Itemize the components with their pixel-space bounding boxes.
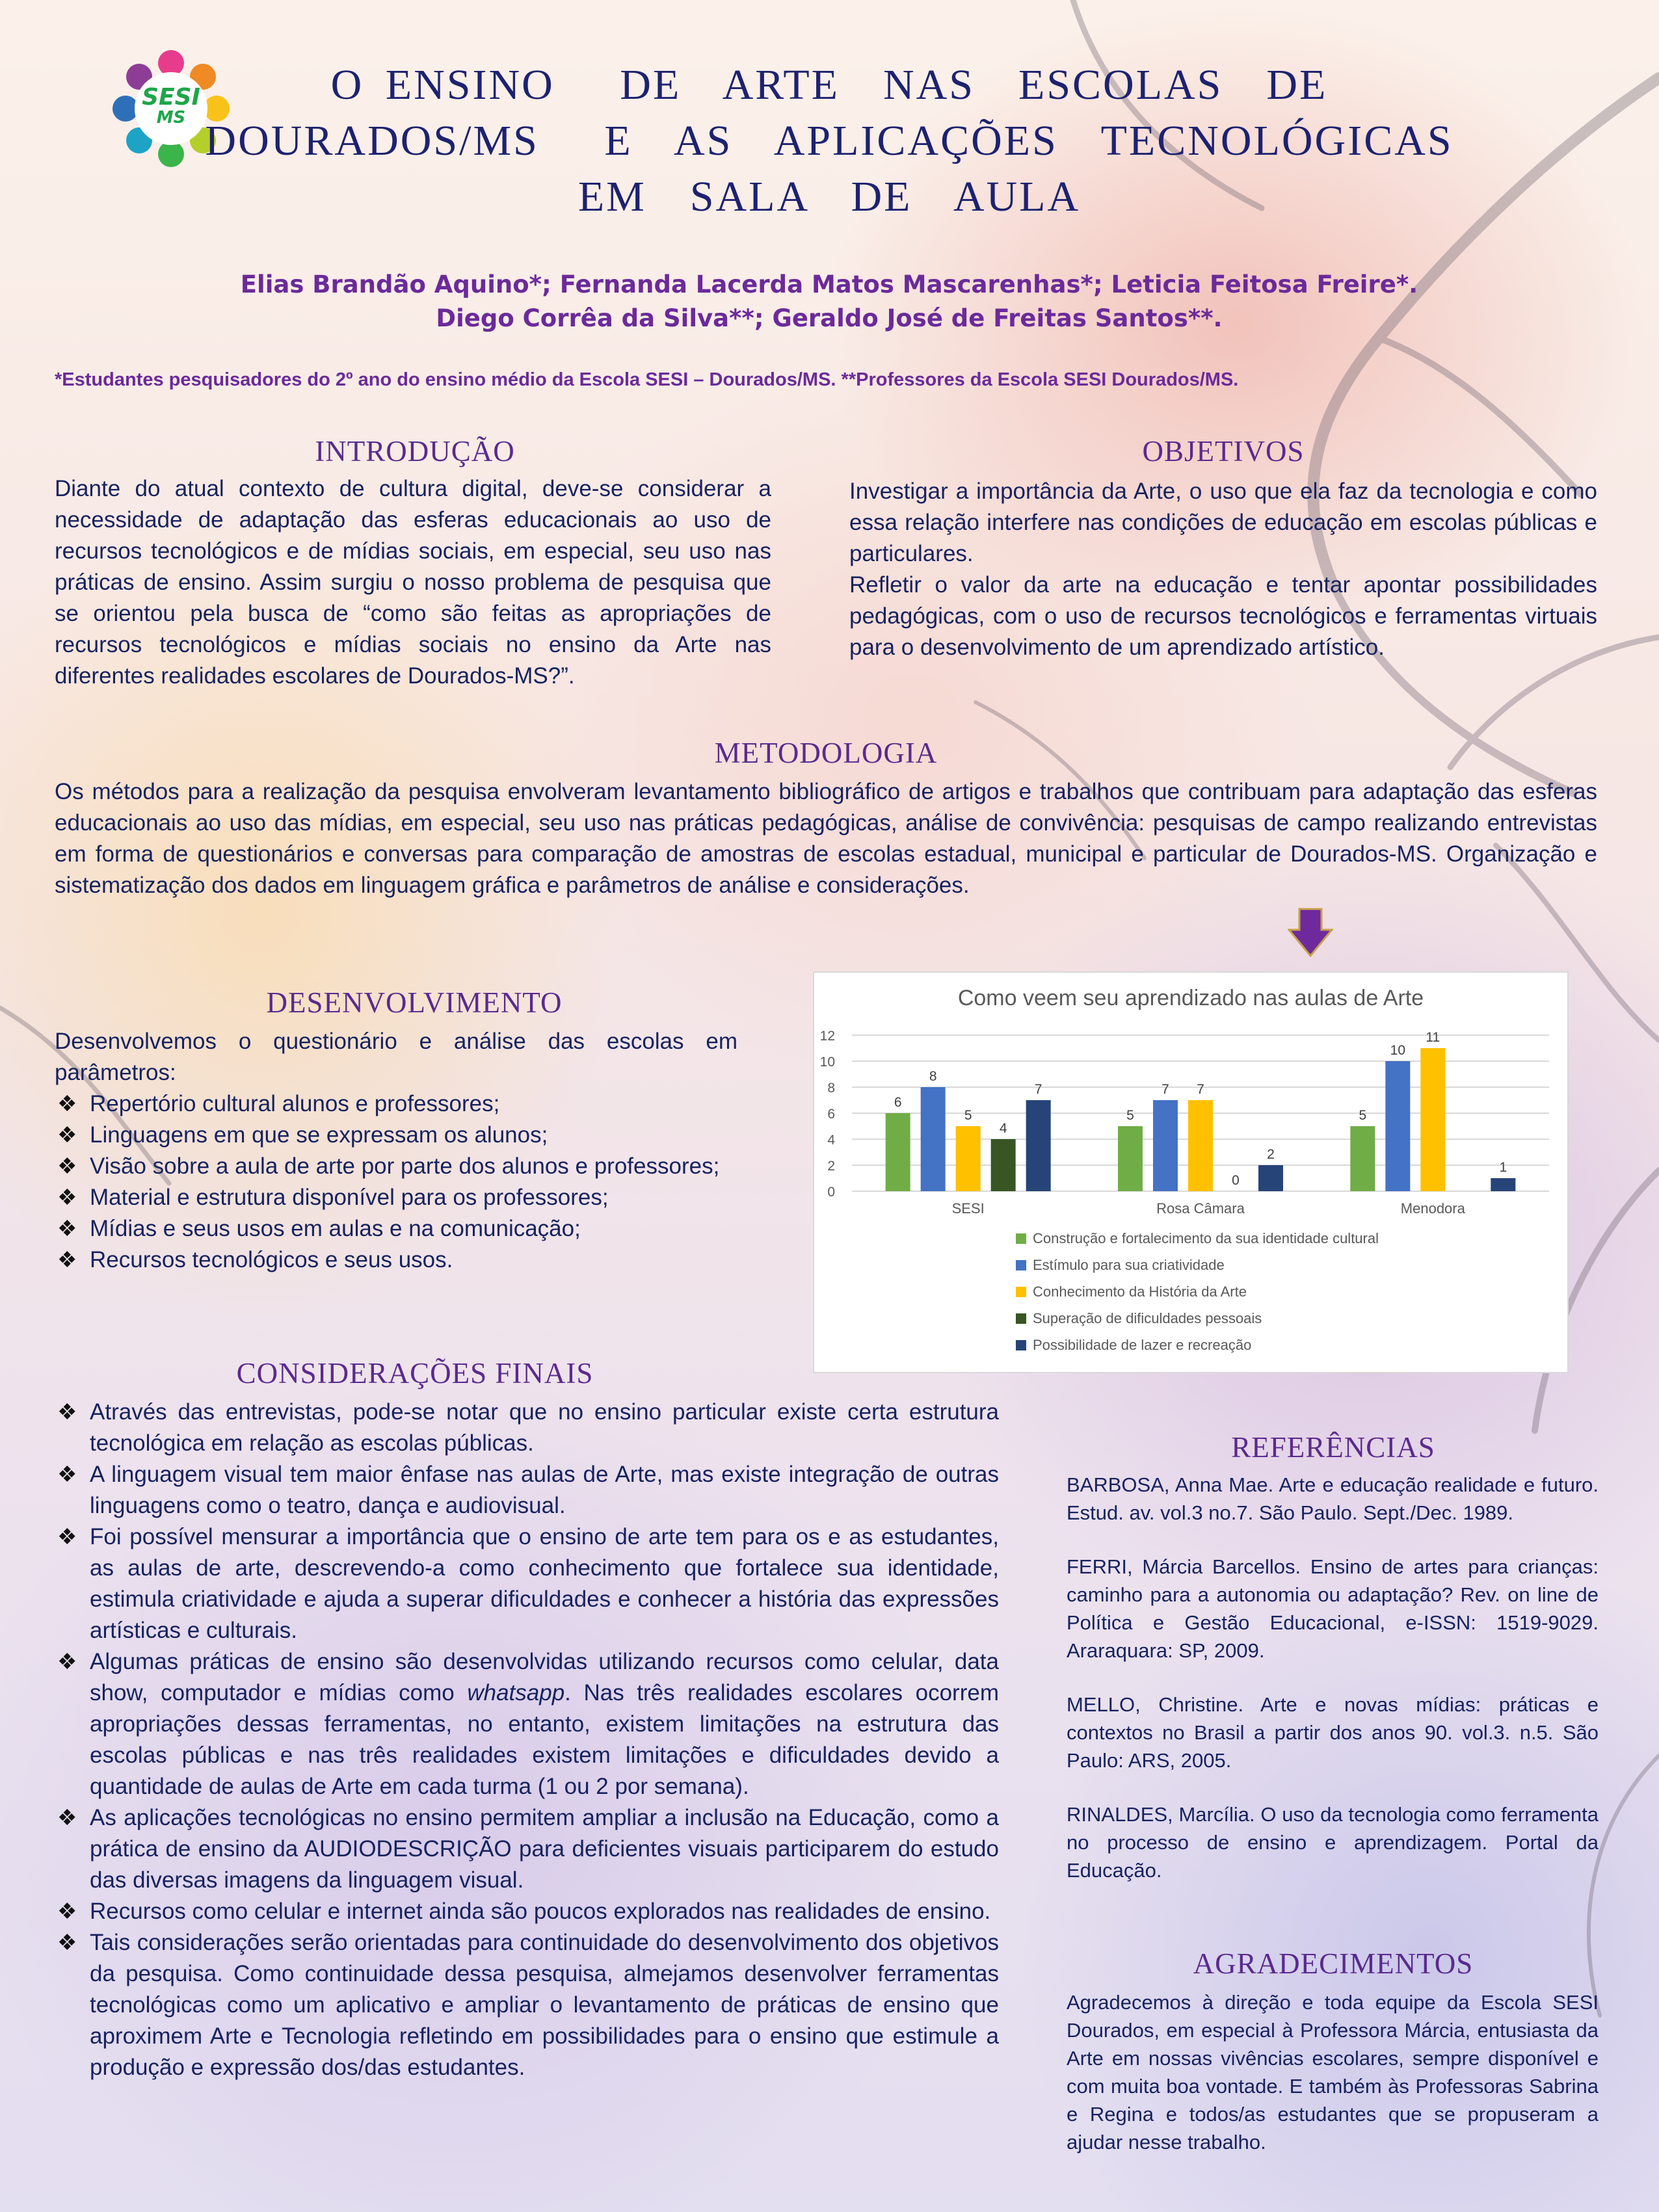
bar-data-label: 4 (999, 1121, 1007, 1136)
y-tick-label: 6 (827, 1107, 835, 1122)
bar-chart (814, 973, 1567, 1372)
metodologia-heading: METODOLOGIA (714, 737, 938, 769)
x-category-label: Menodora (1400, 1200, 1465, 1217)
list-item: ❖ Linguagens em que se expressam os alunos; (55, 1120, 737, 1151)
bar (1420, 1048, 1445, 1191)
referencias-list (1067, 1471, 1599, 1910)
list-item: ❖ Mídias e seus usos em aulas e na comunicação; (55, 1213, 737, 1244)
title-line-2: DOURADOS/MS E AS APLICAÇÕES TECNOLÓGICAS (205, 117, 1453, 165)
bar (1350, 1126, 1375, 1191)
bar (991, 1139, 1016, 1191)
desenvolvimento-list (55, 1088, 737, 1276)
objetivos-p2: Refletir o valor da arte na educação e tentar apontar possibilidades pedagógicas, com o uso de recursos tecnológicos e ferramentas virtuais para o desenvolvimento de um aprendizado artístico. (849, 572, 1597, 660)
bar-data-label: 0 (1232, 1173, 1240, 1188)
bullet-diamond-icon: ❖ (57, 1400, 77, 1425)
y-tick-label: 4 (827, 1133, 835, 1148)
bullet-diamond-icon: ❖ (57, 1154, 77, 1179)
logo-subtext: MS (156, 108, 186, 127)
bar-data-label: 7 (1034, 1082, 1042, 1097)
bullet-diamond-icon: ❖ (57, 1462, 77, 1487)
objetivos-heading: OBJETIVOS (1142, 435, 1305, 467)
bullet-diamond-icon: ❖ (57, 1123, 77, 1148)
list-item: ❖ Material e estrutura disponível para os professores; (55, 1182, 737, 1213)
bullet-diamond-icon: ❖ (57, 1930, 77, 1955)
authors-line-2: Diego Corrêa da Silva**; Geraldo José de Freitas Santos**. (436, 304, 1223, 332)
bar-data-label: 7 (1197, 1082, 1204, 1097)
consideracoes-body (55, 1397, 999, 2083)
bullet-diamond-icon: ❖ (57, 1899, 77, 1924)
bar (886, 1113, 910, 1191)
bar-data-label: 2 (1267, 1147, 1275, 1162)
bar (1188, 1100, 1213, 1191)
list-item: ❖ Visão sobre a aula de arte por parte dos alunos e professores; (55, 1151, 737, 1182)
objetivos-text (849, 476, 1597, 663)
bar-data-label: 10 (1390, 1043, 1406, 1058)
title-line-3: EM SALA DE AULA (577, 173, 1081, 220)
legend-label: Possibilidade de lazer e recreação (1033, 1337, 1252, 1353)
list-item: ❖ Através das entrevistas, pode-se notar que no ensino particular existe certa estrutura tecnológica em relação as escolas públicas. (55, 1397, 999, 1459)
consideracoes-heading: CONSIDERAÇÕES FINAIS (236, 1357, 594, 1389)
list-item: ❖ Repertório cultural alunos e professores; (55, 1088, 737, 1120)
down-arrow-icon (1288, 908, 1333, 957)
legend-swatch (1016, 1287, 1026, 1297)
whatsapp-term: whatsapp (467, 1680, 565, 1705)
referencias-heading: REFERÊNCIAS (1231, 1431, 1435, 1464)
bar (1153, 1100, 1178, 1191)
bullet-diamond-icon: ❖ (57, 1217, 77, 1241)
logo-text: SESI (142, 84, 200, 111)
y-tick-label: 0 (827, 1185, 835, 1200)
bar-data-label: 5 (1126, 1108, 1134, 1123)
bar-data-label: 1 (1499, 1160, 1507, 1175)
bullet-diamond-icon: ❖ (57, 1092, 77, 1116)
metodologia-text: Os métodos para a realização da pesquisa envolveram levantamento bibliográfico de artigos e trabalhos que contribuam para adaptação das esferas educacionais ao uso das mídias, em especial, seu uso nas práticas pedagógicas, análise de convivência: pesquisas de campo realizando entrevistas em forma de questionários e conversas para comparação de amostras de escolas estadual, municipal e particular de Dourados-MS. Organização e sistematização dos dados em linguagem gráfica e parâmetros de análise e considerações. (55, 779, 1597, 898)
y-tick-label: 8 (827, 1081, 835, 1096)
legend-swatch (1016, 1260, 1026, 1271)
bar-data-label: 5 (964, 1108, 972, 1123)
bar-data-label: 11 (1426, 1030, 1440, 1045)
bullet-diamond-icon: ❖ (57, 1525, 77, 1549)
list-item: ❖ Tais considerações serão orientadas para continuidade do desenvolvimento dos objetivos da pesquisa. Como continuidade dessa pesquisa, almejamos desenvolver ferramentas tecnológicas como um aplicativo e ampliar o levantamento de práticas de ensino que aproximem Arte e Tecnologia refletindo em possibilidades para o ensino que estimule a produção e expressão dos/das estudantes. (55, 1927, 999, 2083)
desenvolvimento-heading: DESENVOLVIMENTO (266, 986, 563, 1019)
reference-item: RINALDES, Marcília. O uso da tecnologia como ferramenta no processo de ensino e aprendizagem. Portal da Educação. (1067, 1803, 1599, 1882)
authors-line-1: Elias Brandão Aquino*; Fernanda Lacerda Matos Mascarenhas*; Leticia Feitosa Freire*. (240, 270, 1418, 298)
bar (1491, 1178, 1515, 1191)
poster-title (195, 57, 1463, 225)
legend-swatch (1016, 1313, 1026, 1324)
list-item: ❖ Foi possível mensurar a importância que o ensino de arte tem para os e as estudantes, as aulas de arte, descrevendo-a como conhecimento que fortalece sua identidade, estimula criatividade e ajuda a superar dificuldades e conhecer a história das expressões artísticas e culturais. (55, 1521, 999, 1646)
chart-title: Como veem seu aprendizado nas aulas de Arte (957, 986, 1424, 1010)
bar (1118, 1126, 1143, 1191)
objetivos-p1: Investigar a importância da Arte, o uso que ela faz da tecnologia e como essa relação interfere nas condições de educação em escolas públicas e particulares. (849, 479, 1597, 566)
list-item: ❖ Algumas práticas de ensino são desenvolvidas utilizando recursos como celular, data show, computador e mídias como whatsapp. Nas três realidades escolares ocorrem apropriações dessas ferramentas, no entanto, existem limitações na estrutura das escolas públicas e nas três realidades existem limitações e dificuldades devido a quantidade de aulas de Arte em cada turma (1 ou 2 por semana). (55, 1646, 999, 1802)
bullet-diamond-icon: ❖ (57, 1650, 77, 1674)
title-line-1: O ENSINO DE ARTE NAS ESCOLAS DE (330, 61, 1328, 109)
legend-label: Construção e fortalecimento da sua identidade cultural (1033, 1230, 1379, 1246)
x-category-label: SESI (951, 1200, 985, 1217)
authors (98, 268, 1561, 336)
agradecimentos-heading: AGRADECIMENTOS (1193, 1947, 1474, 1980)
bar (921, 1087, 946, 1191)
bullet-diamond-icon: ❖ (57, 1248, 77, 1272)
chart-panel (813, 971, 1569, 1373)
reference-item: FERRI, Márcia Barcellos. Ensino de artes para crianças: caminho para a autonomia ou adaptação? Rev. on line de Política e Gestão Educacional, e-ISSN: 1519-9029. Araraquara: SP, 2009. (1067, 1555, 1599, 1662)
reference-item: BARBOSA, Anna Mae. Arte e educação realidade e futuro. Estud. av. vol.3 no.7. São Paulo. Sept./Dec. 1989. (1067, 1473, 1599, 1524)
list-item: ❖ Recursos tecnológicos e seus usos. (55, 1244, 737, 1276)
desenvolvimento-intro: Desenvolvemos o questionário e análise das escolas em parâmetros: (55, 1029, 737, 1085)
consideracoes-list (55, 1397, 999, 2083)
desenvolvimento-body (55, 1026, 737, 1276)
x-category-label: Rosa Câmara (1156, 1200, 1245, 1217)
bar-data-label: 8 (929, 1069, 937, 1084)
affiliation: *Estudantes pesquisadores do 2º ano do ensino médio da Escola SESI – Dourados/MS. **Professores da Escola SESI Dourados/MS. (55, 369, 1239, 390)
bar-data-label: 7 (1161, 1082, 1169, 1097)
bullet-diamond-icon: ❖ (57, 1185, 77, 1210)
bar (1258, 1165, 1283, 1191)
bar-data-label: 6 (894, 1095, 902, 1110)
legend-label: Estímulo para sua criatividade (1033, 1257, 1225, 1273)
bar (1026, 1100, 1051, 1191)
list-item: ❖ Recursos como celular e internet ainda são poucos explorados nas realidades de ensino. (55, 1896, 999, 1927)
y-tick-label: 12 (819, 1029, 835, 1044)
introducao-text: Diante do atual contexto de cultura digital, deve-se considerar a necessidade de adaptação das esferas educacionais ao uso de recursos tecnológicos e de mídias sociais, em especial, seu uso nas práticas de ensino. Assim surgiu o nosso problema de pesquisa que se orientou pela busca de “como são feitas as apropriações de recursos tecnológicos e mídias sociais no ensino da Arte nas diferentes realidades escolares de Dourados-MS?”. (55, 476, 771, 689)
introducao-heading: INTRODUÇÃO (315, 435, 515, 467)
agradecimentos-text: Agradecemos à direção e toda equipe da Escola SESI Dourados, em especial à Professora Márcia, entusiasta da Arte em nossas vivências escolares, sempre disponível e com muita boa vontade. E também às Professoras Sabrina e Regina e todos/as estudantes que se propuseram a ajudar nesse trabalho. (1067, 1991, 1599, 2153)
bar (956, 1126, 981, 1191)
reference-item: MELLO, Christine. Arte e novas mídias: práticas e contextos no Brasil a partir dos anos 90. vol.3. n.5. São Paulo: ARS, 2005. (1067, 1693, 1599, 1772)
legend-label: Superação de dificuldades pessoais (1033, 1310, 1262, 1326)
bullet-diamond-icon: ❖ (57, 1806, 77, 1830)
legend-swatch (1016, 1233, 1026, 1244)
bar-data-label: 5 (1359, 1108, 1367, 1123)
y-tick-label: 10 (819, 1055, 835, 1070)
y-tick-label: 2 (827, 1159, 835, 1174)
bar (1385, 1061, 1410, 1191)
legend-label: Conhecimento da História da Arte (1033, 1284, 1247, 1300)
list-item: ❖ As aplicações tecnológicas no ensino permitem ampliar a inclusão na Educação, como a prática de ensino da AUDIODESCRIÇÃO para deficientes visuais participarem do estudo das diversas imagens da linguagem visual. (55, 1802, 999, 1896)
legend-swatch (1016, 1340, 1026, 1350)
list-item: ❖ A linguagem visual tem maior ênfase nas aulas de Arte, mas existe integração de outras linguagens como o teatro, dança e audiovisual. (55, 1459, 999, 1521)
